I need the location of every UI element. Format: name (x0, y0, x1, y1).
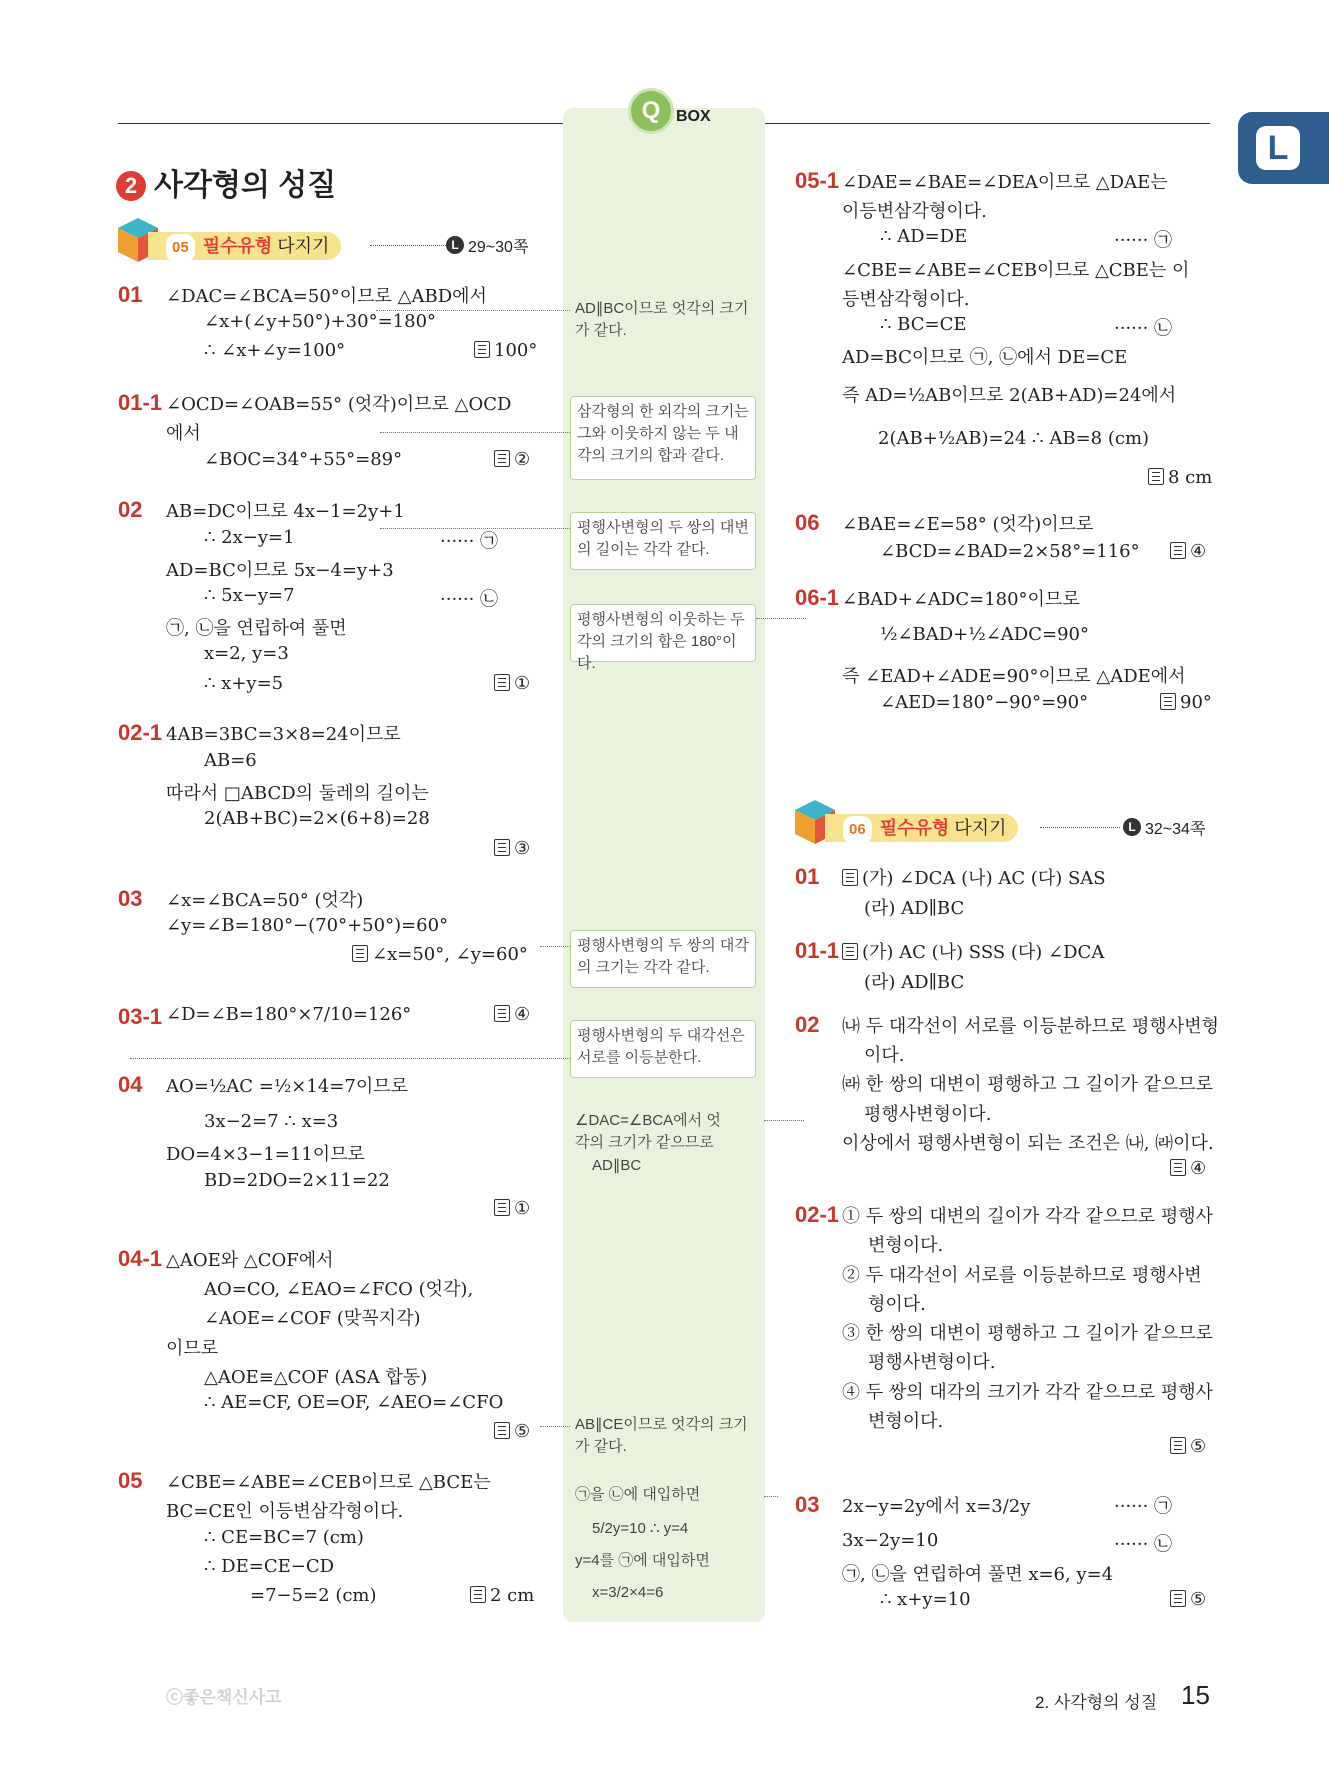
tip-box: 평행사변형의 두 쌍의 대각의 크기는 각각 같다. (570, 930, 756, 988)
solution-line: 4AB=3BC=3×8=24이므로 (166, 724, 401, 745)
solution-line: 등변삼각형이다. (842, 289, 970, 310)
problem-number: 04 (118, 1072, 143, 1097)
solution-line: 이등변삼각형이다. (842, 201, 987, 222)
answer: ③ (494, 838, 530, 859)
answer: 100° (474, 340, 537, 361)
solution-line: AB=6 (204, 750, 257, 771)
solution-line: ∠x+(∠y+50°)+30°=180° (204, 311, 437, 332)
answer-icon (1160, 693, 1176, 710)
answer: ② (494, 449, 530, 470)
solution-line: ∠BOC=34°+55°=89° (204, 449, 403, 470)
tip-text: ∠DAC=∠BCA에서 엇 (575, 1112, 721, 1129)
solution-line: AB=DC이므로 4x−1=2y+1 (166, 501, 405, 522)
solution-line: ∠D=∠B=180°×7/10=126° (166, 1004, 412, 1025)
solution-line: =7−5=2 (cm) (250, 1585, 377, 1606)
solution-line: △AOE≡△COF (ASA 합동) (204, 1367, 428, 1388)
solution-line: ∠CBE=∠ABE=∠CEB이므로 △CBE는 이 (842, 260, 1190, 281)
solution-line: x=2, y=3 (204, 643, 289, 664)
type-red-text: 필수유형 (202, 236, 273, 256)
type-banner-05 (118, 228, 538, 262)
solution-line: ∠BCD=∠BAD=2×58°=116° (880, 541, 1140, 562)
type-suffix: 다지기 (277, 236, 330, 256)
type-number: 06 (843, 816, 872, 844)
solution-line: 2(AB+½AB)=24 ∴ AB=8 (cm) (878, 428, 1150, 449)
section-number: 2 (116, 171, 146, 201)
solution-line: ㉠, ㉡을 연립하여 풀면 (166, 618, 347, 639)
chapter-label: 2. 사각형의 성질 (1035, 1693, 1158, 1712)
tip-connector (380, 432, 570, 433)
solution-line: ∴ x+y=10 (880, 1589, 971, 1610)
solution-line: AO=CO, ∠EAO=∠FCO (엇각), (204, 1279, 474, 1300)
equation-mark: ······ ㉠ (1114, 1496, 1173, 1517)
solution-line: ③ 한 쌍의 대변이 평행하고 그 길이가 같으므로 (842, 1323, 1214, 1344)
problem-number: 06 (795, 510, 820, 535)
solution-line: ∴ BC=CE (880, 314, 967, 335)
type-suffix: 다지기 (954, 818, 1007, 838)
q-box-icon: Q (628, 88, 674, 134)
solution-line: 이므로 (166, 1338, 219, 1359)
solution-line: ∠AOE=∠COF (맞꼭지각) (204, 1308, 421, 1329)
answer-icon (1170, 1437, 1186, 1454)
section-title-text: 사각형의 성질 (154, 169, 337, 202)
problem-number: 05 (118, 1468, 143, 1493)
solution-line: ∴ 5x−y=7 (204, 585, 295, 606)
level-tab (1238, 112, 1329, 184)
answer: ∠x=50°, ∠y=60° (352, 944, 528, 965)
answer: ④ (1170, 1158, 1206, 1179)
tip-text: x=3/2×4=6 (592, 1584, 664, 1601)
solution-line: 평행사변형이다. (868, 1352, 996, 1373)
solution-line: 변형이다. (868, 1411, 944, 1432)
tip-box: 평행사변형의 두 쌍의 대변의 길이는 각각 같다. (570, 512, 756, 570)
equation-mark: ······ ㉡ (1114, 1534, 1173, 1555)
solution-line: ∠OCD=∠OAB=55° (엇각)이므로 △OCD (166, 394, 512, 415)
tip-connector (130, 1058, 570, 1059)
answer-icon (1170, 1159, 1186, 1176)
page-number: 15 (1181, 1680, 1210, 1710)
solution-line: ∠BAE=∠E=58° (엇각)이므로 (842, 514, 1094, 535)
answer: 90° (1160, 692, 1212, 713)
problem-number: 01-1 (795, 938, 840, 963)
problem-number: 02 (795, 1012, 820, 1037)
problem-number: 01 (118, 282, 143, 307)
solution-line: ∠CBE=∠ABE=∠CEB이므로 △BCE는 (166, 1472, 491, 1493)
solution-line: ∠x=∠BCA=50° (엇각) (166, 890, 364, 911)
solution-line: ∴ 2x−y=1 (204, 527, 295, 548)
problem-number: 04-1 (118, 1246, 163, 1271)
answer-icon (842, 943, 858, 960)
solution-line: AO=½AC =½×14=7이므로 (166, 1076, 408, 1097)
problem-number: 01 (795, 864, 820, 889)
tip-text: AD∥BC이므로 엇각의 크기가 같다. (575, 300, 749, 339)
answer: ⑤ (494, 1421, 530, 1442)
solution-line: 에서 (166, 423, 201, 444)
type-red-text: 필수유형 (879, 818, 950, 838)
answer-icon (494, 1199, 510, 1216)
answer: ① (494, 673, 530, 694)
tip-box: 평행사변형의 이웃하는 두 각의 크기의 합은 180°이다. (570, 604, 756, 662)
solution-line: ∴ DE=CE−CD (204, 1556, 335, 1577)
equation-mark: ······ ㉠ (440, 531, 499, 552)
q-box-label: BOX (676, 108, 711, 125)
solution-line: 평행사변형이다. (864, 1104, 992, 1125)
problem-number: 02 (118, 497, 143, 522)
answer-icon (842, 869, 858, 886)
tip-text: 각의 크기가 같으므로 (575, 1134, 714, 1151)
solution-line: ㈏ 두 대각선이 서로를 이등분하므로 평행사변형 (842, 1016, 1219, 1037)
problem-number: 05-1 (795, 168, 840, 193)
answer-icon (494, 450, 510, 467)
solution-line: ① 두 쌍의 대변의 길이가 각각 같으므로 평행사 (842, 1206, 1214, 1227)
answer: 2 cm (470, 1585, 534, 1606)
tip-text: 5/2y=10 ∴ y=4 (592, 1520, 689, 1537)
tip-connector (756, 618, 806, 619)
solution-line: ∠y=∠B=180°−(70°+50°)=60° (166, 915, 449, 936)
solution-line: ∴ ∠x+∠y=100° (204, 340, 346, 361)
solution-line: DO=4×3−1=11이므로 (166, 1144, 365, 1165)
answer-icon (494, 1005, 510, 1022)
solution-line: AD=BC이므로 5x−4=y+3 (166, 560, 394, 581)
tip-connector (380, 528, 570, 529)
type-banner-label (825, 814, 1018, 842)
solution-line: ∠DAE=∠BAE=∠DEA이므로 △DAE는 (842, 172, 1168, 193)
section-title (116, 160, 336, 204)
solution-line: ∴ x+y=5 (204, 673, 284, 694)
solution-line: ∴ CE=BC=7 (cm) (204, 1527, 364, 1548)
page-ref: 32~34쪽 (1145, 821, 1206, 838)
solution-line: BC=CE인 이등변삼각형이다. (166, 1501, 404, 1522)
problem-number: 03-1 (118, 1004, 163, 1029)
equation-mark: ······ ㉡ (1114, 318, 1173, 339)
answer-line: (라) AD∥BC (864, 972, 965, 993)
answer-icon (1148, 468, 1164, 485)
level-tab-letter: L (1256, 126, 1300, 170)
answer-icon (494, 839, 510, 856)
problem-number: 02-1 (795, 1202, 840, 1227)
answer: ⑤ (1170, 1436, 1206, 1457)
header-rule-left (118, 123, 563, 124)
answer-line: (가) AC (나) SSS (다) ∠DCA (842, 938, 1104, 964)
type-number: 05 (166, 234, 195, 262)
answer: ⑤ (1170, 1589, 1206, 1610)
type-banner-06 (795, 810, 1215, 844)
answer: ④ (494, 1004, 530, 1025)
answer-icon (352, 945, 368, 962)
solution-line: 형이다. (868, 1294, 926, 1315)
tip-text: y=4를 ㉠에 대입하면 (575, 1552, 710, 1569)
answer-icon (1170, 542, 1186, 559)
banner-dots (1040, 827, 1120, 828)
tip-connector (540, 946, 570, 947)
problem-number: 01-1 (118, 390, 163, 415)
answer: ④ (1170, 541, 1206, 562)
answer-icon (494, 1422, 510, 1439)
solution-line: ② 두 대각선이 서로를 이등분하므로 평행사변 (842, 1265, 1202, 1286)
equation-mark: ······ ㉡ (440, 589, 499, 610)
problem-number: 03 (118, 886, 143, 911)
problem-number: 02-1 (118, 720, 163, 745)
answer-line: (가) ∠DCA (나) AC (다) SAS (842, 864, 1106, 890)
answer-icon (474, 341, 490, 358)
tip-text: AD∥BC (592, 1157, 642, 1174)
solution-line: ㉠, ㉡을 연립하여 풀면 x=6, y=4 (842, 1564, 1114, 1585)
answer-icon (494, 674, 510, 691)
tip-connector (764, 1120, 804, 1121)
answer-icon (470, 1586, 486, 1603)
solution-line: ㈑ 한 쌍의 대변이 평행하고 그 길이가 같으므로 (842, 1074, 1214, 1095)
solution-line: 3x−2y=10 (842, 1530, 939, 1551)
solution-line: 즉 AD=½AB이므로 2(AB+AD)=24에서 (842, 385, 1177, 406)
solution-line: AD=BC이므로 ㉠, ㉡에서 DE=CE (842, 347, 1128, 368)
type-banner-label (148, 232, 341, 260)
page-ref: 29~30쪽 (468, 239, 529, 256)
answer: 8 cm (1148, 467, 1212, 488)
problem-number: 03 (795, 1492, 820, 1517)
page-ref-icon: L (1123, 818, 1141, 836)
solution-line: 3x−2=7 ∴ x=3 (204, 1111, 339, 1132)
equation-mark: ······ ㉠ (1114, 230, 1173, 251)
tip-connector (540, 1426, 570, 1427)
header-rule-right (765, 123, 1210, 124)
tip-text: ㉠을 ㉡에 대입하면 (575, 1486, 701, 1503)
solution-line: 이다. (864, 1045, 905, 1066)
solution-line: 2x−y=2y에서 x=3/2y (842, 1496, 1031, 1517)
tip-box: 삼각형의 한 외각의 크기는 그와 이웃하지 않는 두 내각의 크기의 합과 같다. (570, 396, 756, 480)
tip-connector (376, 310, 570, 311)
tip-box: 평행사변형의 두 대각선은 서로를 이등분한다. (570, 1020, 756, 1078)
problem-number: 06-1 (795, 585, 840, 610)
answer-line: (라) AD∥BC (864, 898, 965, 919)
solution-line: ④ 두 쌍의 대각의 크기가 각각 같으므로 평행사 (842, 1382, 1214, 1403)
solution-line: 따라서 □ABCD의 둘레의 길이는 (166, 783, 429, 804)
solution-line: 변형이다. (868, 1235, 944, 1256)
solution-line: ∴ AE=CF, OE=OF, ∠AEO=∠CFO (204, 1392, 504, 1413)
solution-line: 2(AB+BC)=2×(6+8)=28 (204, 808, 430, 829)
answer: ① (494, 1198, 530, 1219)
solution-line: △AOE와 △COF에서 (166, 1250, 334, 1271)
solution-line: ½∠BAD+½∠ADC=90° (880, 624, 1089, 645)
tip-connector (764, 1496, 778, 1497)
solution-line: ∠BAD+∠ADC=180°이므로 (842, 589, 1080, 610)
solution-line: ∠AED=180°−90°=90° (880, 692, 1089, 713)
solution-line: BD=2DO=2×11=22 (204, 1170, 390, 1191)
tip-text: AB∥CE이므로 엇각의 크기가 같다. (575, 1416, 748, 1455)
publisher-mark: ⓒ좋은책신사고 (166, 1688, 282, 1707)
page-ref-icon: L (446, 236, 464, 254)
solution-line: ∴ AD=DE (880, 226, 968, 247)
solution-line: ∠DAC=∠BCA=50°이므로 △ABD에서 (166, 286, 487, 307)
solution-line: 즉 ∠EAD+∠ADE=90°이므로 △ADE에서 (842, 666, 1186, 687)
answer-icon (1170, 1590, 1186, 1607)
solution-line: 이상에서 평행사변형이 되는 조건은 ㈏, ㈑이다. (842, 1133, 1214, 1154)
